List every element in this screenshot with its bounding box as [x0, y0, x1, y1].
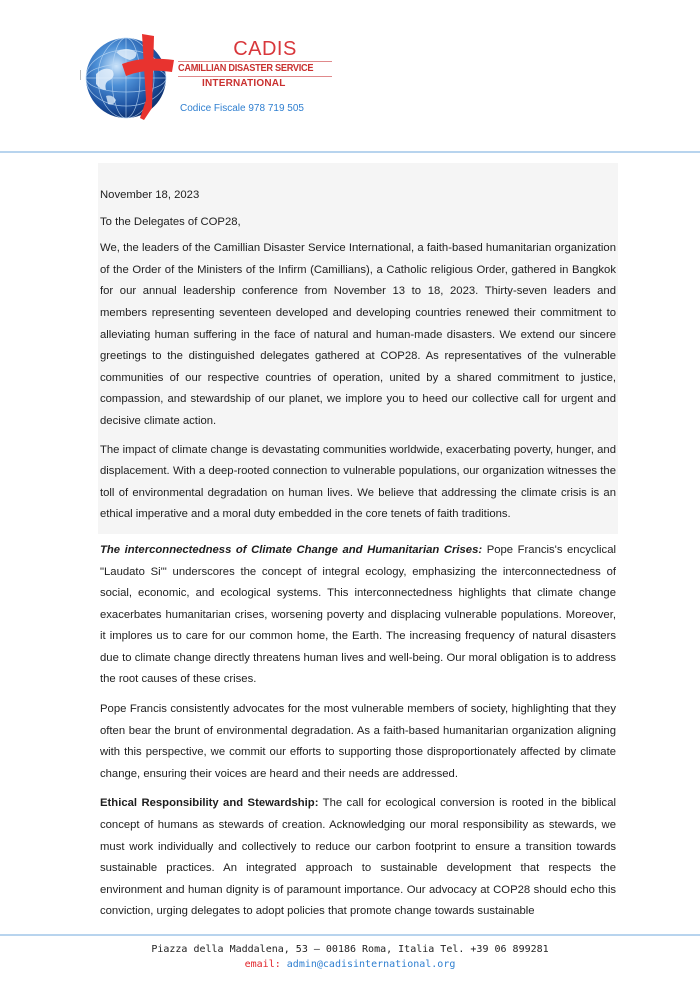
- section-ethical-responsibility: [98, 793, 618, 923]
- org-short-name: CADIS: [233, 38, 297, 60]
- footer: [0, 942, 700, 972]
- org-name-line1: CAMILLIAN DISASTER SERVICE: [178, 63, 314, 74]
- email-link[interactable]: admin@cadisinternational.org: [286, 959, 456, 970]
- logo-mark: [80, 70, 81, 80]
- letter-salutation: To the Delegates of COP28,: [100, 215, 241, 228]
- email-label: email:: [244, 959, 281, 970]
- globe-with-red-cross-icon: [82, 30, 174, 122]
- intro-paragraph: We, the leaders of the Camillian Disaster Service International, a faith-based humanitarian organization of the Order of the Ministers of the Infirm (Camillians), a Catholic religious Order, gathered in Bangkok for our annual leadership conference from November 13 to 18, 2023. Thirty-seven leaders and members representing seventeen developed and developing countries renewed their commitment to alleviating human suffering in the face of natural and human-made disasters. We extend our sincere greetings to the distinguished delegates gathered at COP28. As representatives of the vulnerable communities of our respective countries of operation, united by a shared commitment to justice, compassion, and stewardship of our planet, we implore you to heed our collective call for urgent and decisive climate action.: [100, 242, 616, 427]
- org-name-line2: INTERNATIONAL: [202, 78, 286, 89]
- letter-body: [98, 163, 618, 931]
- section-heading: Ethical Responsibility and Stewardship:: [100, 797, 319, 810]
- footer-address: Piazza della Maddalena, 53 – 00186 Roma, Italia Tel. +39 06 899281: [151, 944, 549, 955]
- pope-francis-paragraph: Pope Francis consistently advocates for the most vulnerable members of society, highlighting that they often bear the brunt of environmental degradation. As a faith-based humanitarian organization aligning with this perspective, we commit our efforts to supporting those disproportionately affected by climate change, ensuring their voices are heard and their needs are addressed.: [100, 703, 616, 780]
- footer-divider: [0, 934, 700, 936]
- section-interconnectedness: [98, 540, 618, 691]
- header-divider: [0, 151, 700, 153]
- letterhead: [0, 0, 700, 152]
- letter-intro-block: [98, 163, 618, 534]
- letter-date: November 18, 2023: [100, 189, 200, 201]
- section-body: Pope Francis's encyclical "Laudato Si'" underscores the concept of integral ecology, emphasizing the interconnectedness of social, economic, and ecological systems. This interconnectedness highlights that climate change exacerbates humanitarian crises, worsening poverty and displacing vulnerable populations. Moreover, it implores us to care for our common home, the Earth. The increasing frequency of natural disasters due to climate change directly threatens human lives and well-being. Our moral obligation is to address the root causes of these crises.: [100, 543, 616, 686]
- logo-wordmark: [178, 38, 338, 91]
- fiscal-code: Codice Fiscale 978 719 505: [180, 103, 304, 114]
- logo-divider: [178, 61, 332, 62]
- section-body: The call for ecological conversion is rooted in the biblical concept of humans as stewards of creation. Acknowledging our moral responsibility as stewards, we must work individually and collectively to reduce our carbon footprint to ensure a transition towards sustainable practices. An integrated approach to sustainable development that respects the environment and human dignity is of paramount importance. Our advocacy at COP28 should echo this conviction, urging delegates to adopt policies that promote change towards sustainable: [100, 797, 616, 918]
- section-heading: The interconnectedness of Climate Change and Humanitarian Crises:: [100, 543, 483, 556]
- footer-email-line: [0, 957, 700, 972]
- letter-sections: [98, 534, 618, 923]
- impact-paragraph: The impact of climate change is devastating communities worldwide, exacerbating poverty, hunger, and displacement. With a deep-rooted connection to vulnerable populations, our organization witnesses the toll of environmental degradation on human lives. We believe that addressing the climate crisis is an ethical imperative and a moral duty embedded in the core tenets of faith traditions.: [100, 443, 616, 521]
